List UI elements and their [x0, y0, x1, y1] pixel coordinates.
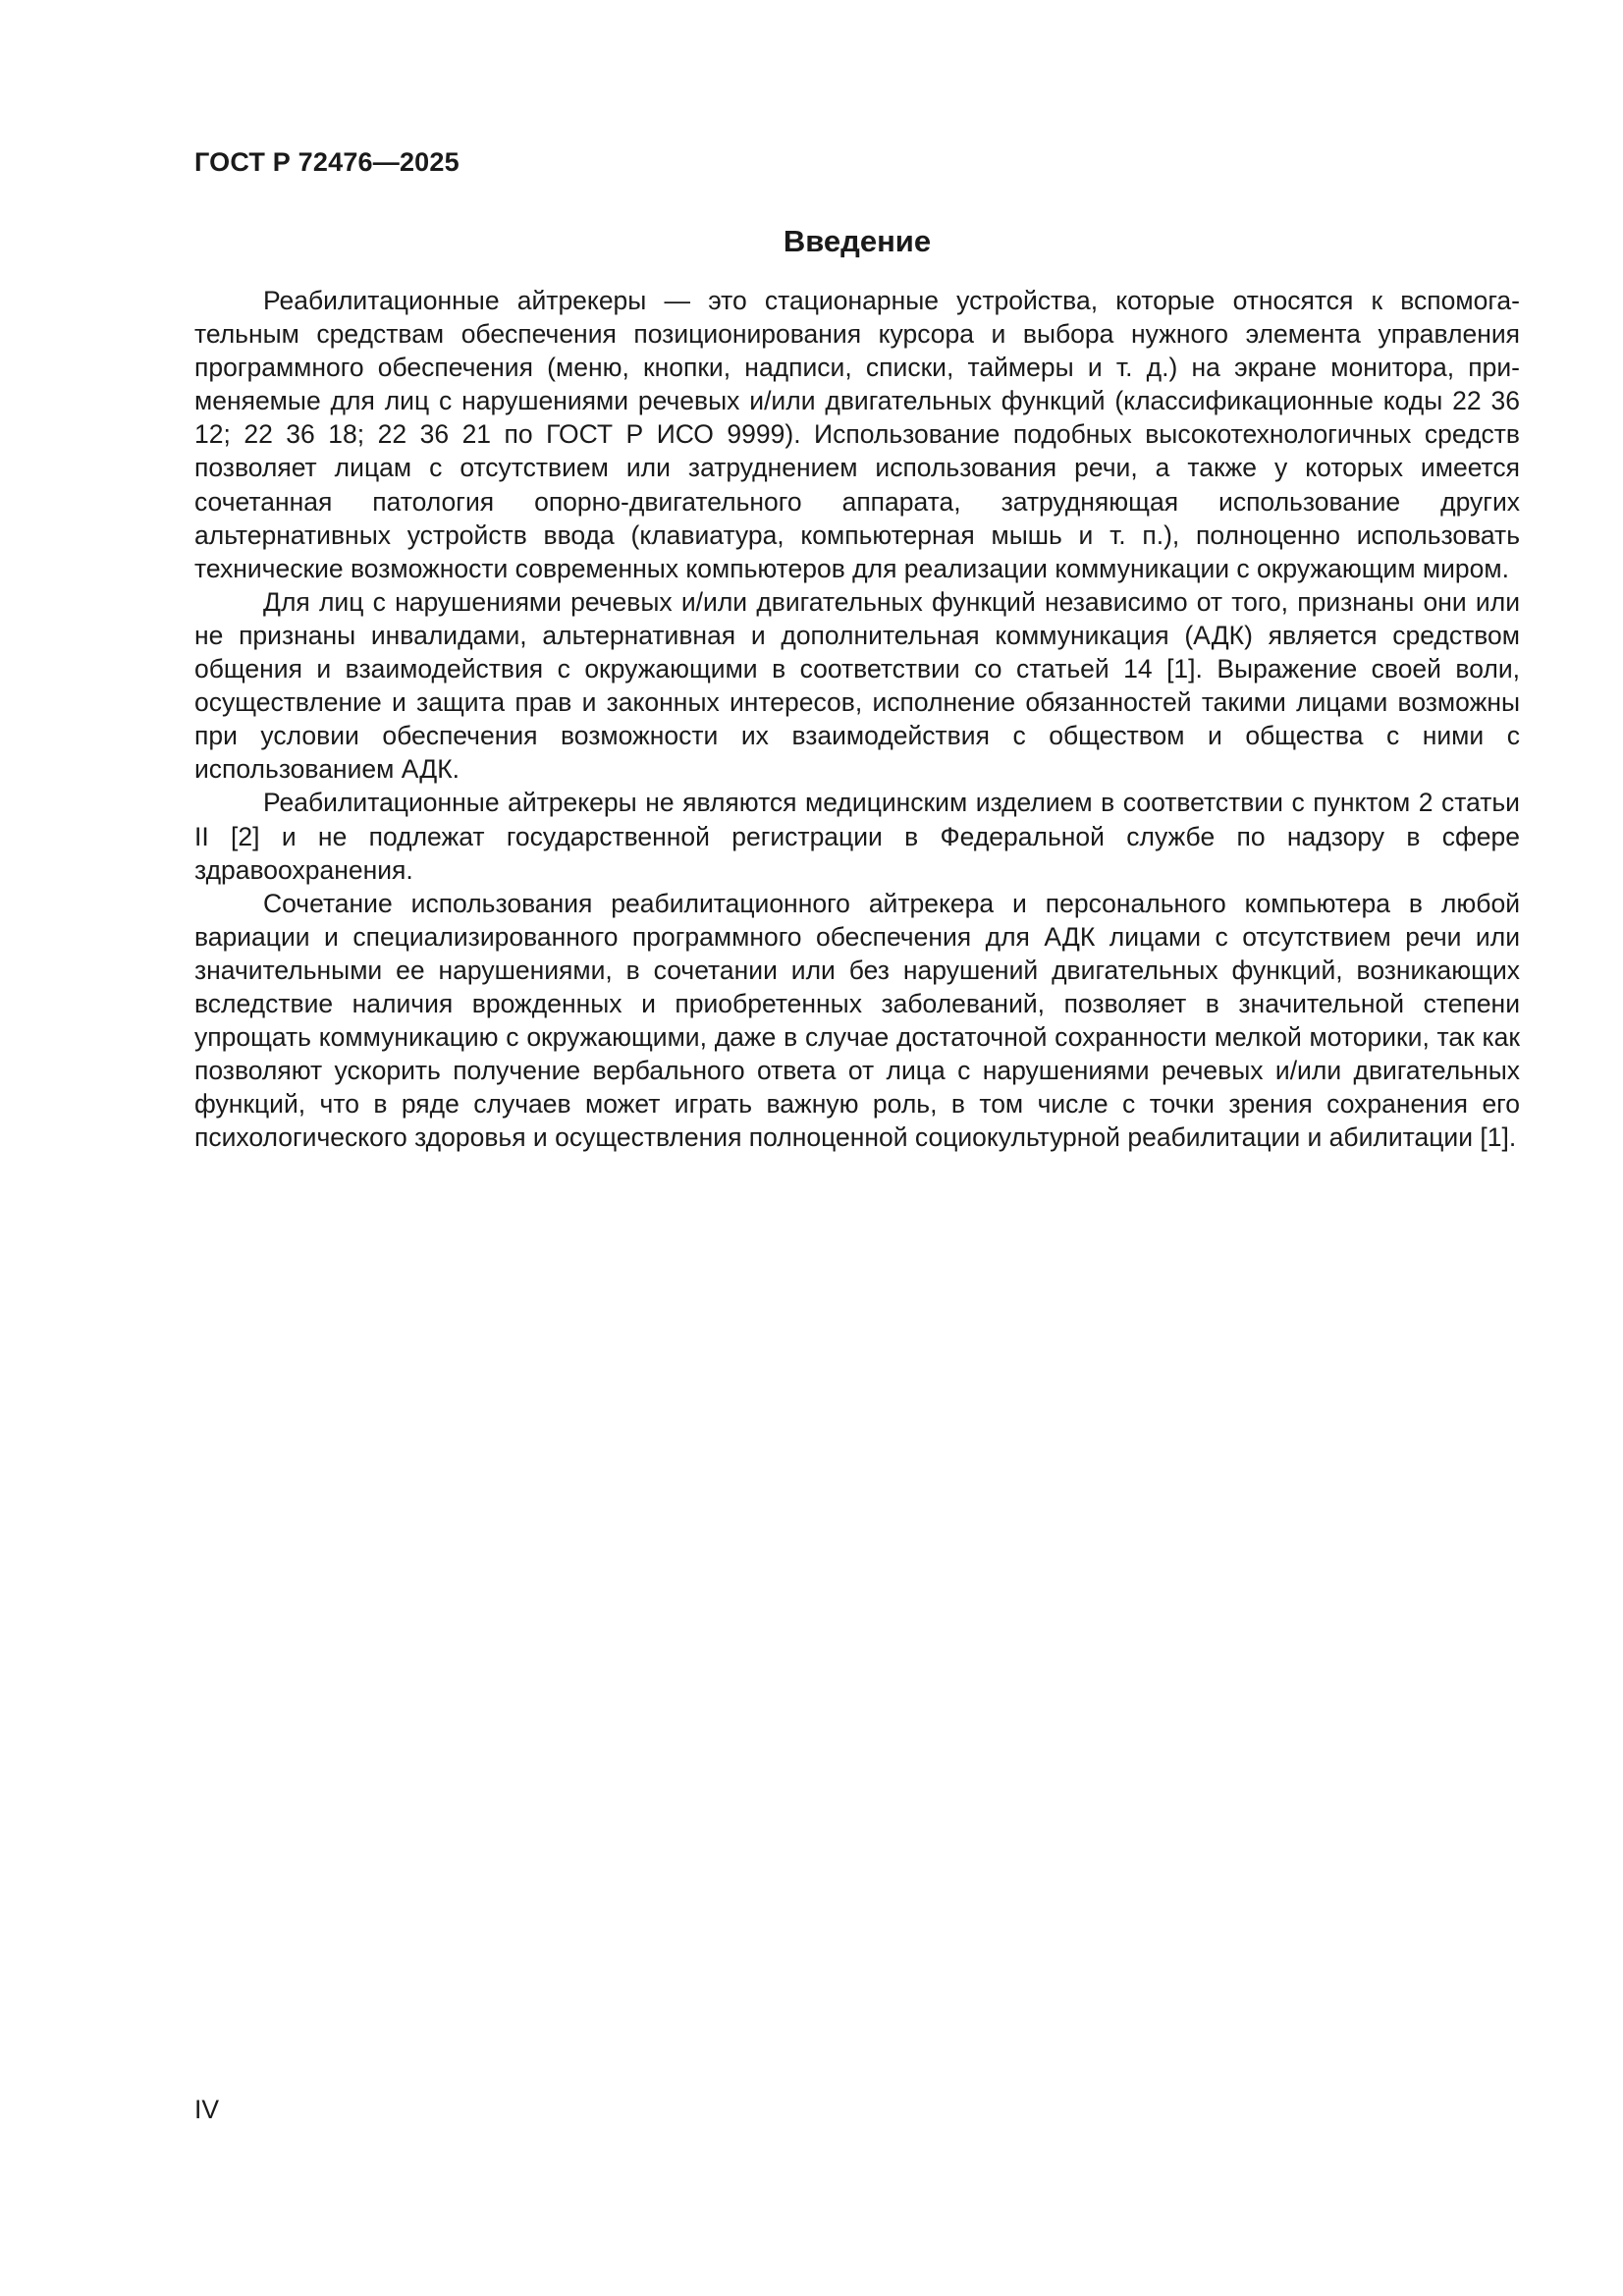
paragraph: Сочетание использования реабилитационного айтрекера и персонального компьютера в любой вариации и специализированного программного обеспечения для АДК лицами с отсутствием речи или значительными ее нарушениями, в сочетании или без нарушений двигательных функций, возникающих вследствие наличия врожденных и приобретенных заболеваний, позволяет в значительной степени упрощать коммуникацию с окружающими, даже в случае достаточной сохранности мелкой моторики, так как позволяют ускорить получение вербального ответа от лица с нарушениями речевых и/или двигательных функций, что в ряде случаев может играть важную роль, в том числе с точки зрения сохранения его психологического здоровья и осуществления полноценной социокультурной реабилитации и абилитации [1]. — [194, 888, 1520, 1153]
page-number: IV — [194, 2095, 220, 2124]
document-body — [194, 284, 1520, 1154]
section-title: Введение — [783, 224, 932, 258]
document-header: ГОСТ Р 72476—2025 — [194, 147, 460, 177]
paragraph: Для лиц с нарушениями речевых и/или двигательных функций независимо от того, признаны они или не признаны инвалидами, альтернативная и дополнительная коммуникация (АДК) является средством общения и взаимодействия с окружающими в соответствии со статьей 14 [1]. Выражение своей воли, осуществление и защита прав и законных интересов, исполнение обязанностей такими лицами возможны при условии обеспечения возможности их взаимодействия с обществом и общества с ними с использованием АДК. — [194, 586, 1520, 785]
paragraph: Реабилитационные айтрекеры — это стационарные устройства, которые относятся к вспомогательным средствам обеспечения позиционирования курсора и выбора нужного элемента управления программного обеспечения (меню, кнопки, надписи, списки, таймеры и т. д.) на экране монитора, применяемые для лиц с нарушениями речевых и/или двигательных функций (классификационные коды 22 36 12; 22 36 18; 22 36 21 по ГОСТ Р ИСО 9999). Использование подобных высокотехнологичных средств позволяет лицам с отсутствием или затруднением использования речи, а также у которых имеется сочетанная патология опорно-двигательного аппарата, затрудняющая использование других альтернативных устройств ввода (клавиатура, компьютерная мышь и т. п.), полноценно использовать технические возможности современных компьютеров для реализации коммуникации с окружающим миром. — [194, 286, 1520, 583]
paragraph: Реабилитационные айтрекеры не являются медицинским изделием в соответствии с пунктом 2 статьи II [2] и не подлежат государственной регистрации в Федеральной службе по надзору в сфере здравоохранения. — [194, 788, 1520, 885]
